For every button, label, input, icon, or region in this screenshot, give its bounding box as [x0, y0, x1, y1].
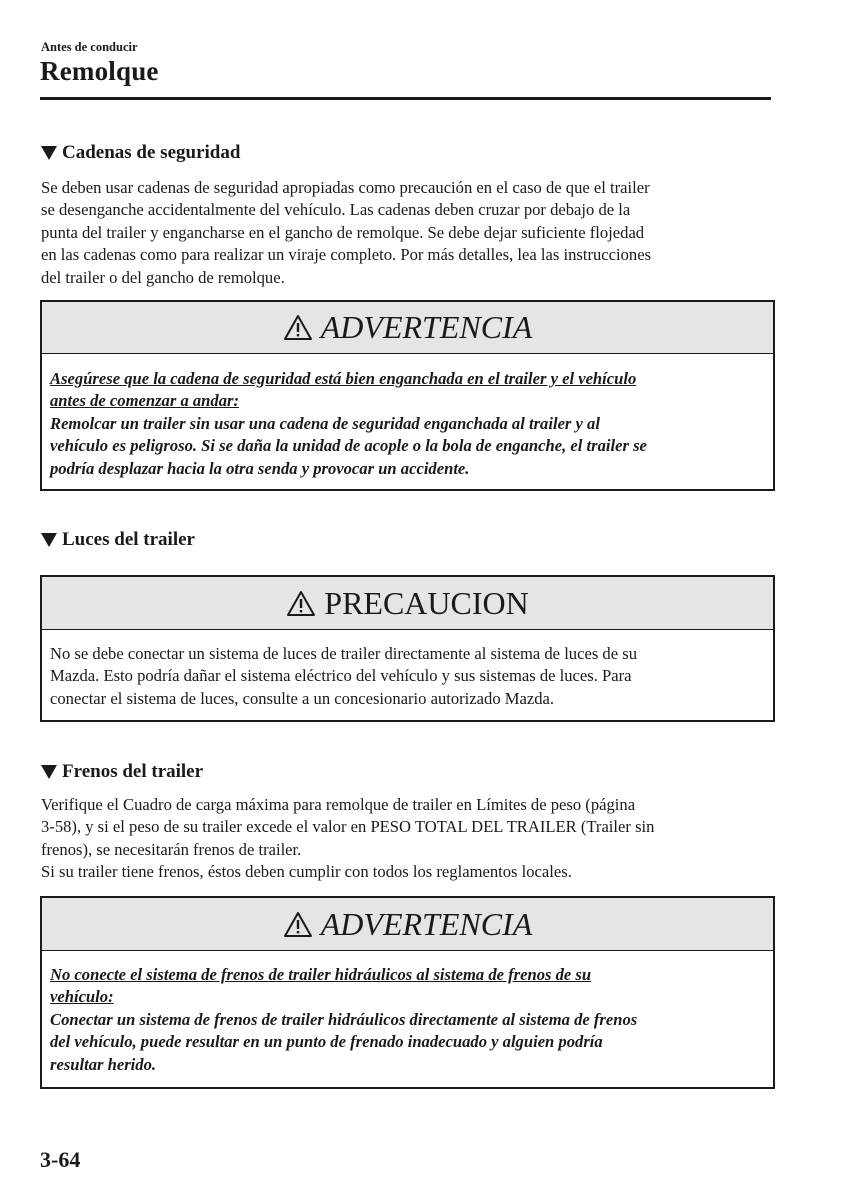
caution-line: Mazda. Esto podría dañar el sistema eléctrico del vehículo y sus sistemas de luces. Para — [50, 666, 632, 686]
paragraph-line: 3-58), y si el peso de su trailer excede el valor en PESO TOTAL DEL TRAILER (Trailer sin — [41, 817, 655, 837]
caution-body — [42, 630, 773, 720]
caution-line: conectar el sistema de luces, consulte a un concesionario autorizado Mazda. — [50, 688, 555, 708]
warning-box-trailer-brakes — [40, 896, 775, 1089]
warning-line: resultar herido. — [50, 1054, 157, 1074]
trailer-brakes-paragraph — [41, 794, 773, 884]
warning-triangle-icon — [286, 590, 316, 617]
paragraph-line: Si su trailer tiene frenos, éstos deben cumplir con todos los reglamentos locales. — [41, 862, 572, 882]
warning-line: Remolcar un trailer sin usar una cadena de seguridad enganchada al trailer y al — [50, 413, 600, 433]
section-heading-text: Cadenas de seguridad — [62, 142, 241, 163]
caution-line: No se debe conectar un sistema de luces de trailer directamente al sistema de luces de su — [50, 644, 637, 663]
warning-box-header — [42, 898, 773, 951]
warning-emphasis-line: Asegúrese que la cadena de seguridad está bien enganchada en el trailer y el vehículo — [50, 369, 637, 388]
warning-line: del vehículo, puede resultar en un punto de frenado inadecuado y alguien podría — [50, 1032, 603, 1052]
warning-emphasis-line: No conecte el sistema de frenos de trailer hidráulicos al sistema de frenos de su — [50, 965, 592, 984]
caution-box-header — [42, 577, 773, 630]
warning-emphasis-line: vehículo: — [50, 987, 114, 1007]
section-heading-text: Frenos del trailer — [62, 761, 204, 782]
paragraph-line: del trailer o del gancho de remolque. — [41, 267, 285, 287]
warning-title: ADVERTENCIA — [320, 905, 533, 942]
caution-box-trailer-lights — [40, 575, 775, 722]
down-triangle-icon — [41, 533, 57, 547]
caution-title: PRECAUCION — [324, 584, 529, 621]
page-title: Remolque — [40, 56, 159, 86]
warning-emphasis-line: antes de comenzar a andar: — [50, 391, 239, 411]
paragraph-line: Verifique el Cuadro de carga máxima para remolque de trailer en Límites de peso (página — [41, 795, 636, 814]
section-heading-safety-chains — [41, 142, 240, 164]
warning-line: Conectar un sistema de frenos de trailer hidráulicos directamente al sistema de frenos — [50, 1009, 638, 1029]
section-heading-trailer-brakes — [41, 761, 203, 783]
warning-line: vehículo es peligroso. Si se daña la unidad de acople o la bola de enganche, el trailer se — [50, 436, 647, 456]
warning-title: ADVERTENCIA — [320, 309, 533, 345]
warning-triangle-icon — [283, 911, 313, 938]
down-triangle-icon — [41, 765, 57, 779]
warning-body — [42, 354, 773, 489]
header-rule — [40, 97, 771, 100]
section-label: Antes de conducir — [41, 40, 138, 54]
warning-triangle-icon — [283, 314, 313, 341]
warning-body — [42, 951, 773, 1087]
page-number: 3-64 — [40, 1147, 81, 1172]
warning-line: podría desplazar hacia la otra senda y provocar un accidente. — [50, 458, 470, 478]
paragraph-line: punta del trailer y engancharse en el gancho de remolque. Se debe dejar suficiente flojedad — [41, 222, 645, 242]
section-heading-trailer-lights — [41, 529, 195, 551]
paragraph-line: frenos), se necesitarán frenos de trailer. — [41, 839, 302, 859]
down-triangle-icon — [41, 146, 57, 160]
paragraph-line: en las cadenas como para realizar un viraje completo. Por más detalles, lea las instrucciones — [41, 245, 652, 265]
warning-box-header — [42, 302, 773, 354]
warning-box-safety-chains — [40, 300, 775, 491]
paragraph-line: Se deben usar cadenas de seguridad apropiadas como precaución en el caso de que el trailer — [41, 178, 650, 197]
section-heading-text: Luces del trailer — [62, 529, 195, 550]
safety-chains-paragraph — [41, 177, 773, 289]
paragraph-line: se desenganche accidentalmente del vehículo. Las cadenas deben cruzar por debajo de la — [41, 200, 631, 220]
